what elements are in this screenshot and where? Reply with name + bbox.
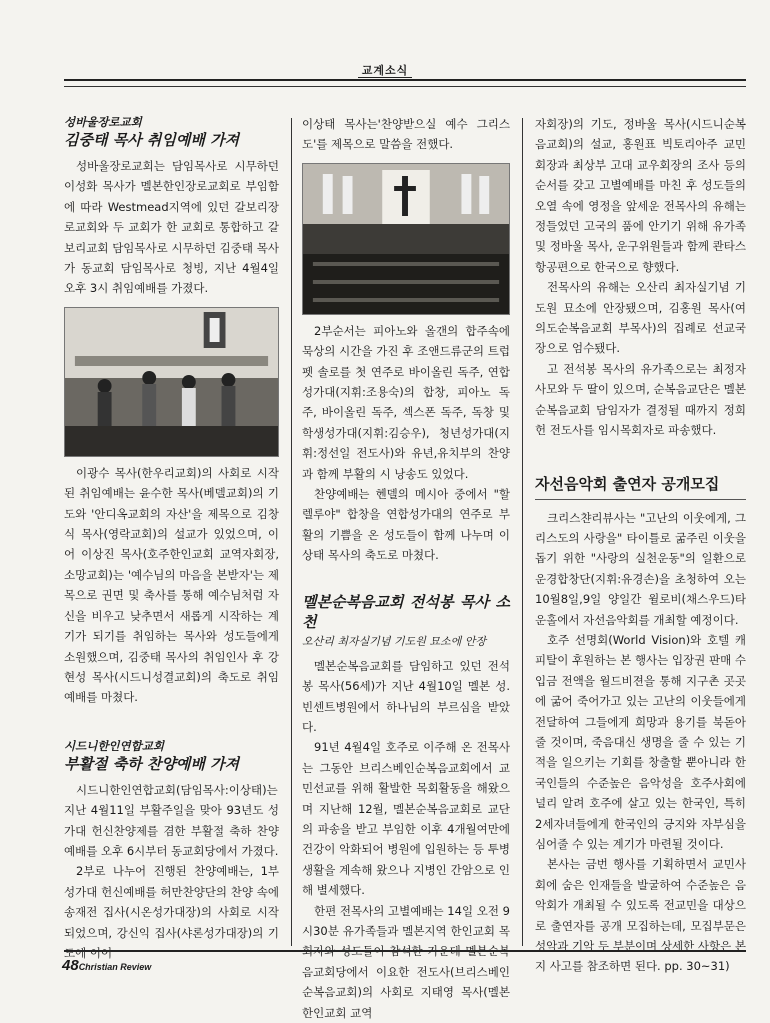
- page-footer: [62, 957, 151, 975]
- article-paragraph: 찬양예배는 헨델의 메시아 중에서 "할렐루야" 합창을 연합성가대의 연주로 부활의 기쁨을 온 성도들이 함께 나누며 이상태 목사의 축도로 마쳤다.: [302, 487, 510, 563]
- article-paragraph: 전목사의 유해는 오산리 최자실기념 기도원 묘소에 안장됐으며, 김홍원 목사(여의도순복음교회 부목사)의 집례로 선교국장으로 엄수됐다.: [535, 280, 746, 356]
- header-rule-thin: [64, 86, 746, 87]
- article-paragraph: 이상태 목사는'찬양받으실 예수 그리스도'를 제목으로 말씀을 전했다.: [302, 117, 510, 152]
- header-rule: [64, 79, 746, 81]
- article-paragraph: 이광수 목사(한우리교회)의 사회로 시작된 취임예배는 윤수한 목사(베델교회)의 기도와 '안디옥교회의 자산'을 제목으로 김창식 목사(영락교회)의 설교가 있었으며, 이어 이상진 목사(호주한인교회 교역자회장, 소망교회)는 '예수님의 마음을 본받자'는 제목으로 권면 및 축사를 통해 예수님처럼 자신을 비우고 낮추면서 새롭게 시작하는 계기가 되기를 취임하는 목사와 성도들에게 소원했으며, 김중태 목사의 취임인사 후 강현성 목사(시드니성결교회)의 축도로 취임예배를 마쳤다.: [64, 465, 279, 705]
- church-interior-image: [65, 308, 278, 456]
- church-congregation-image: [303, 164, 509, 314]
- magazine-name: Christian Review: [78, 962, 152, 972]
- installation-service-photo: [64, 307, 279, 457]
- footer-rule: [64, 950, 746, 952]
- article-paragraph: 크리스챤리뷰사는 "고난의 이웃에게, 그리스도의 사랑을" 타이틀로 굶주린 이웃을 돕기 위한 "사랑의 실천운동"의 일환으로 운경합창단(지휘:유경손)을 초청하여 오는 10월8일,9일 양일간 윌로비(채스우드)타운홀에서 자선음악회를 개최할 예정이다.: [535, 510, 746, 627]
- article-paragraph: 2부순서는 피아노와 올갠의 합주속에 묵상의 시간을 가진 후 조앤드류군의 트럽펫 솔로를 첫 연주로 바이올린 독주, 연합성가대(지휘:조용숙)의 합창, 피아노 독주, 바이올린 독주, 섹스폰 독주, 독창 및 학생성가대(지휘:김승우), 청년성가대(지휘:정선일 전도사)와 유년,유치부의 찬양과 함께 부활의 시 낭송도 있었다.: [302, 323, 510, 481]
- article-title: 자선음악회 출연자 공개모집: [535, 473, 746, 500]
- article-paragraph: 한편 전목사의 고별예배는 14일 오전 9시30분 유가족들과 멜본지역 한인교회 목회자와 성도들이 참석한 가운데 멜본순복음교회당에서 이요한 전도사(브리스베인순복음교회)의 사회로 지태영 목사(멜본한인교회 교역: [302, 903, 510, 1020]
- article-paragraph: 91년 4월4일 호주로 이주해 온 전목사는 그동안 브리스베인순복음교회에서 교민선교를 위해 활발한 목회활동을 해왔으며 지난해 12월, 멜본순복음교회로 교단의 파송을 받고 부임한 이후 4개월여만에 건강이 악화되어 병원에 입원하는 등 투병생활을 계속해 왔으나 지병인 간암으로 인해 별세했다.: [302, 740, 510, 898]
- article-paragraph: 호주 선명회(World Vision)와 호텔 캐피탈이 후원하는 본 행사는 입장권 판매 수입금 전액을 월드비젼을 통해 지구촌 곳곳에 굶어 죽어가고 있는 고난의 이웃들에게 전달하여 그들에게 희망과 용기를 북돋아 줄 것이며, 죽음대신 생명을 줄 수 있는 기적을 일으키는 기회를 창출할 뿐아니라 한국인들의 수준높은 음악성을 호주사회에 널리 알려 호주에 살고 있는 한국인, 특히 2세자녀들에게 한국인의 긍지와 자부심을 심어줄 수 있는 계기가 마련될 것이다.: [535, 632, 746, 851]
- article-headline: 부활절 축하 찬양예배 가져: [64, 754, 240, 773]
- article-paragraph: 멜본순복음교회를 담임하고 있던 전석봉 목사(56세)가 지난 4월10일 멜본 성.빈센트병원에서 하나님의 부르심을 받았다.: [302, 658, 510, 734]
- article-subhead: 오산리 최자실기념 기도원 묘소에 안장: [302, 634, 487, 648]
- article-paragraph: 시드니한인연합교회(담임목사:이상태)는 지난 4월11일 부활주일을 맞아 93년도 성가대 헌신찬양제를 겸한 부활절 축하 찬양예배를 오후 6시부터 동교회당에서 가졌다.: [64, 782, 279, 858]
- middle-column: [302, 114, 510, 1023]
- article-kicker: 시드니한인연합교회: [64, 738, 164, 753]
- article-kicker: 성바울장로교회: [64, 115, 142, 129]
- left-column: [64, 114, 279, 963]
- section-label: 교계소식: [0, 62, 770, 78]
- page-number: 48: [62, 957, 79, 974]
- article-paragraph: 자회장)의 기도, 정바울 목사(시드니순복음교회)의 설교, 홍원표 빅토리아주 교민회장과 최상부 고대 교우회장의 조사 등의 순서를 갖고 고별예배를 마친 후 성도들의 오열 속에 영정을 앞세운 전목사의 유해는 정들었던 고국의 품에 안기기 위해 유가족 및 정바울 목사, 운구위원들과 함께 콴타스항공편으로 한국으로 향했다.: [535, 117, 746, 274]
- article-paragraph: 2부로 나누어 진행된 찬양예배는, 1부 성가대 헌신예배를 허만찬양단의 찬양 속에 송재전 집사(시온성가대장)의 사회로 시작되었으며, 강신익 집사(샤론성가대장)의 기도에 이어: [64, 864, 279, 960]
- easter-service-photo: [302, 163, 510, 315]
- column-divider-2: [522, 118, 523, 946]
- column-divider-1: [291, 118, 292, 946]
- article-paragraph: 성바울장로교회는 담임목사로 시무하던 이성화 목사가 멜본한인장로교회로 부임함에 따라 Westmead지역에 있던 갈보리장로교회와 두 교회가 한 교회로 통합하고 갈보리교회 담임목사로 시무하던 김중태 목사가 동교회 담임목사로 청빙, 지난 4월4일 오후 3시 취임예배를 가졌다.: [64, 159, 279, 296]
- right-column: [535, 114, 746, 977]
- article-headline: 멜본순복음교회 전석봉 목사 소천: [302, 592, 510, 631]
- article-paragraph: 고 전석봉 목사의 유가족으로는 최정자 사모와 두 딸이 있으며, 순복음교단은 멜본순복음교회 담임자가 결정될 때까지 정희헌 전도사를 임시목회자로 파송했다.: [535, 361, 746, 438]
- article-paragraph: 본사는 금번 행사를 기획하면서 교민사회에 숨은 인재들을 발굴하여 수준높은 음악회가 개최될 수 있도록 전교민을 대상으로 출연자를 공개 모집하는데, 모집부문은 성악과 기악 두 부분이며 상세한 사항은 본지 사고를 참조하면 된다. pp. 30~31): [535, 857, 746, 974]
- article-headline: 김중태 목사 취임예배 가져: [64, 131, 240, 149]
